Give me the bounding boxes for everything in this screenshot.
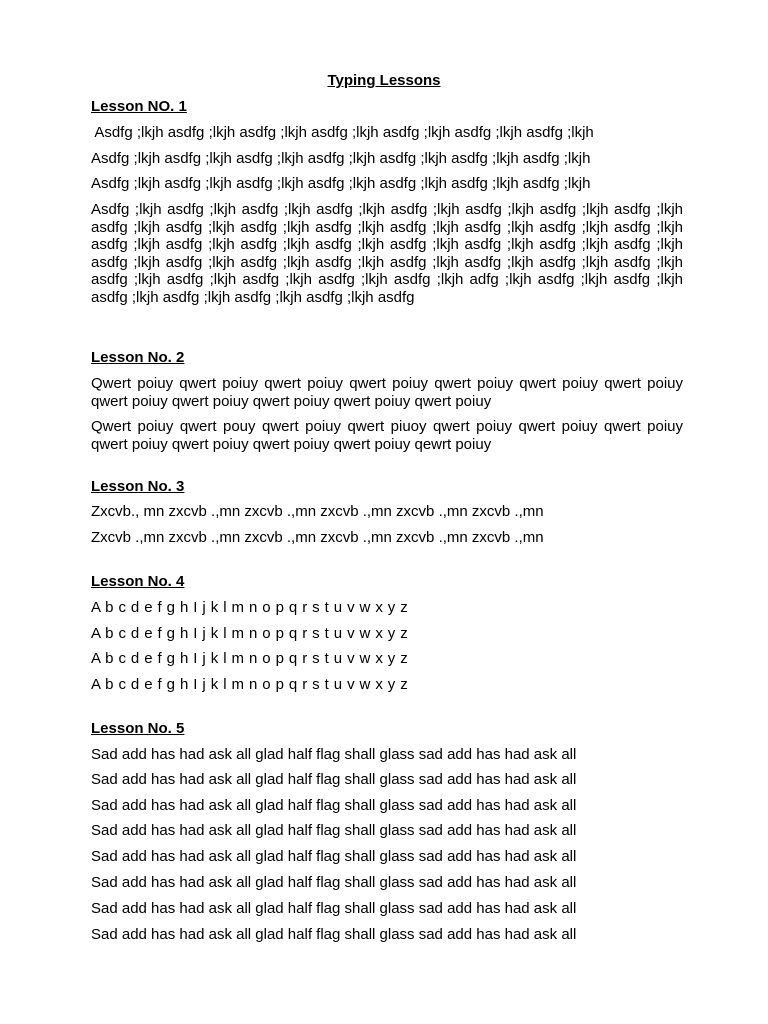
lesson-3-line-2: Zxcvb .,mn zxcvb .,mn zxcvb .,mn zxcvb .,mn zxcvb .,mn zxcvb .,mn <box>91 529 544 546</box>
document-title: Typing Lessons <box>327 72 441 89</box>
lesson-2-heading: Lesson No. 2 <box>91 349 185 366</box>
lesson-4-line-4: A b c d e f g h I j k l m n o p q r s t u v w x y z <box>91 676 409 693</box>
lesson-2-paragraph-1: Qwert poiuy qwert poiuy qwert poiuy qwert poiuy qwert poiuy qwert poiuy qwert poiuy qwert poiuy qwert poiuy qwert poiuy qwert poiuy qwert poiuy <box>91 375 683 410</box>
lesson-4-heading: Lesson No. 4 <box>91 573 185 590</box>
lesson-5-line-2: Sad add has had ask all glad half flag shall glass sad add has had ask all <box>91 771 577 788</box>
lesson-2-paragraph-2: Qwert poiuy qwert pouy qwert poiuy qwert piuoy qwert poiuy qwert poiuy qwert poiuy qwert poiuy qwert poiuy qwert poiuy qwert poiuy qewrt poiuy <box>91 418 683 453</box>
lesson-5-line-6: Sad add has had ask all glad half flag shall glass sad add has had ask all <box>91 874 577 891</box>
lesson-5-line-7: Sad add has had ask all glad half flag shall glass sad add has had ask all <box>91 900 577 917</box>
lesson-1-line-2: Asdfg ;lkjh asdfg ;lkjh asdfg ;lkjh asdfg ;lkjh asdfg ;lkjh asdfg ;lkjh asdfg ;lkjh <box>91 150 591 167</box>
lesson-4-line-3: A b c d e f g h I j k l m n o p q r s t u v w x y z <box>91 650 409 667</box>
lesson-5-heading: Lesson No. 5 <box>91 720 185 737</box>
lesson-1-line-3: Asdfg ;lkjh asdfg ;lkjh asdfg ;lkjh asdfg ;lkjh asdfg ;lkjh asdfg ;lkjh asdfg ;lkjh <box>91 175 591 192</box>
lesson-5-line-5: Sad add has had ask all glad half flag shall glass sad add has had ask all <box>91 848 577 865</box>
lesson-5-line-1: Sad add has had ask all glad half flag shall glass sad add has had ask all <box>91 746 577 763</box>
lesson-1-line-1: Asdfg ;lkjh asdfg ;lkjh asdfg ;lkjh asdfg ;lkjh asdfg ;lkjh asdfg ;lkjh asdfg ;lkjh <box>91 124 594 141</box>
lesson-1-heading: Lesson NO. 1 <box>91 98 187 115</box>
lesson-5-line-3: Sad add has had ask all glad half flag shall glass sad add has had ask all <box>91 797 577 814</box>
lesson-3-line-1: Zxcvb., mn zxcvb .,mn zxcvb .,mn zxcvb .,mn zxcvb .,mn zxcvb .,mn <box>91 503 544 520</box>
lesson-5-line-4: Sad add has had ask all glad half flag shall glass sad add has had ask all <box>91 822 577 839</box>
lesson-3-heading: Lesson No. 3 <box>91 478 185 495</box>
lesson-5-line-8: Sad add has had ask all glad half flag shall glass sad add has had ask all <box>91 926 577 943</box>
lesson-4-line-2: A b c d e f g h I j k l m n o p q r s t u v w x y z <box>91 625 409 642</box>
lesson-1-paragraph: Asdfg ;lkjh asdfg ;lkjh asdfg ;lkjh asdfg ;lkjh asdfg ;lkjh asdfg ;lkjh asdfg ;lkjh asdfg ;lkjh asdfg ;lkjh asdfg ;lkjh asdfg ;lkjh asdfg ;lkjh asdfg ;lkjh asdfg ;lkjh asdfg ;lkjh asdfg ;lkjh asdfg ;lkjh asdfg ;lkjh asdfg ;lkjh asdfg ;lkjh asdfg ;lkjh asdfg ;lkjh asdfg ;lkjh asdfg ;lkjh asdfg ;lkjh asdfg ;lkjh asdfg ;lkjh asdfg ;lkjh asdfg ;lkjh asdfg ;lkjh asdfg ;lkjh asdfg ;lkjh asdfg ;lkjh asdfg ;lkjh asdfg ;lkjh asdfg ;lkjh asdfg ;lkjh adfg ;lkjh asdfg ;lkjh asdfg ;lkjh asdfg ;lkjh asdfg ;lkjh asdfg ;lkjh asdfg ;lkjh asdfg <box>91 201 683 306</box>
lesson-4-line-1: A b c d e f g h I j k l m n o p q r s t u v w x y z <box>91 599 409 616</box>
